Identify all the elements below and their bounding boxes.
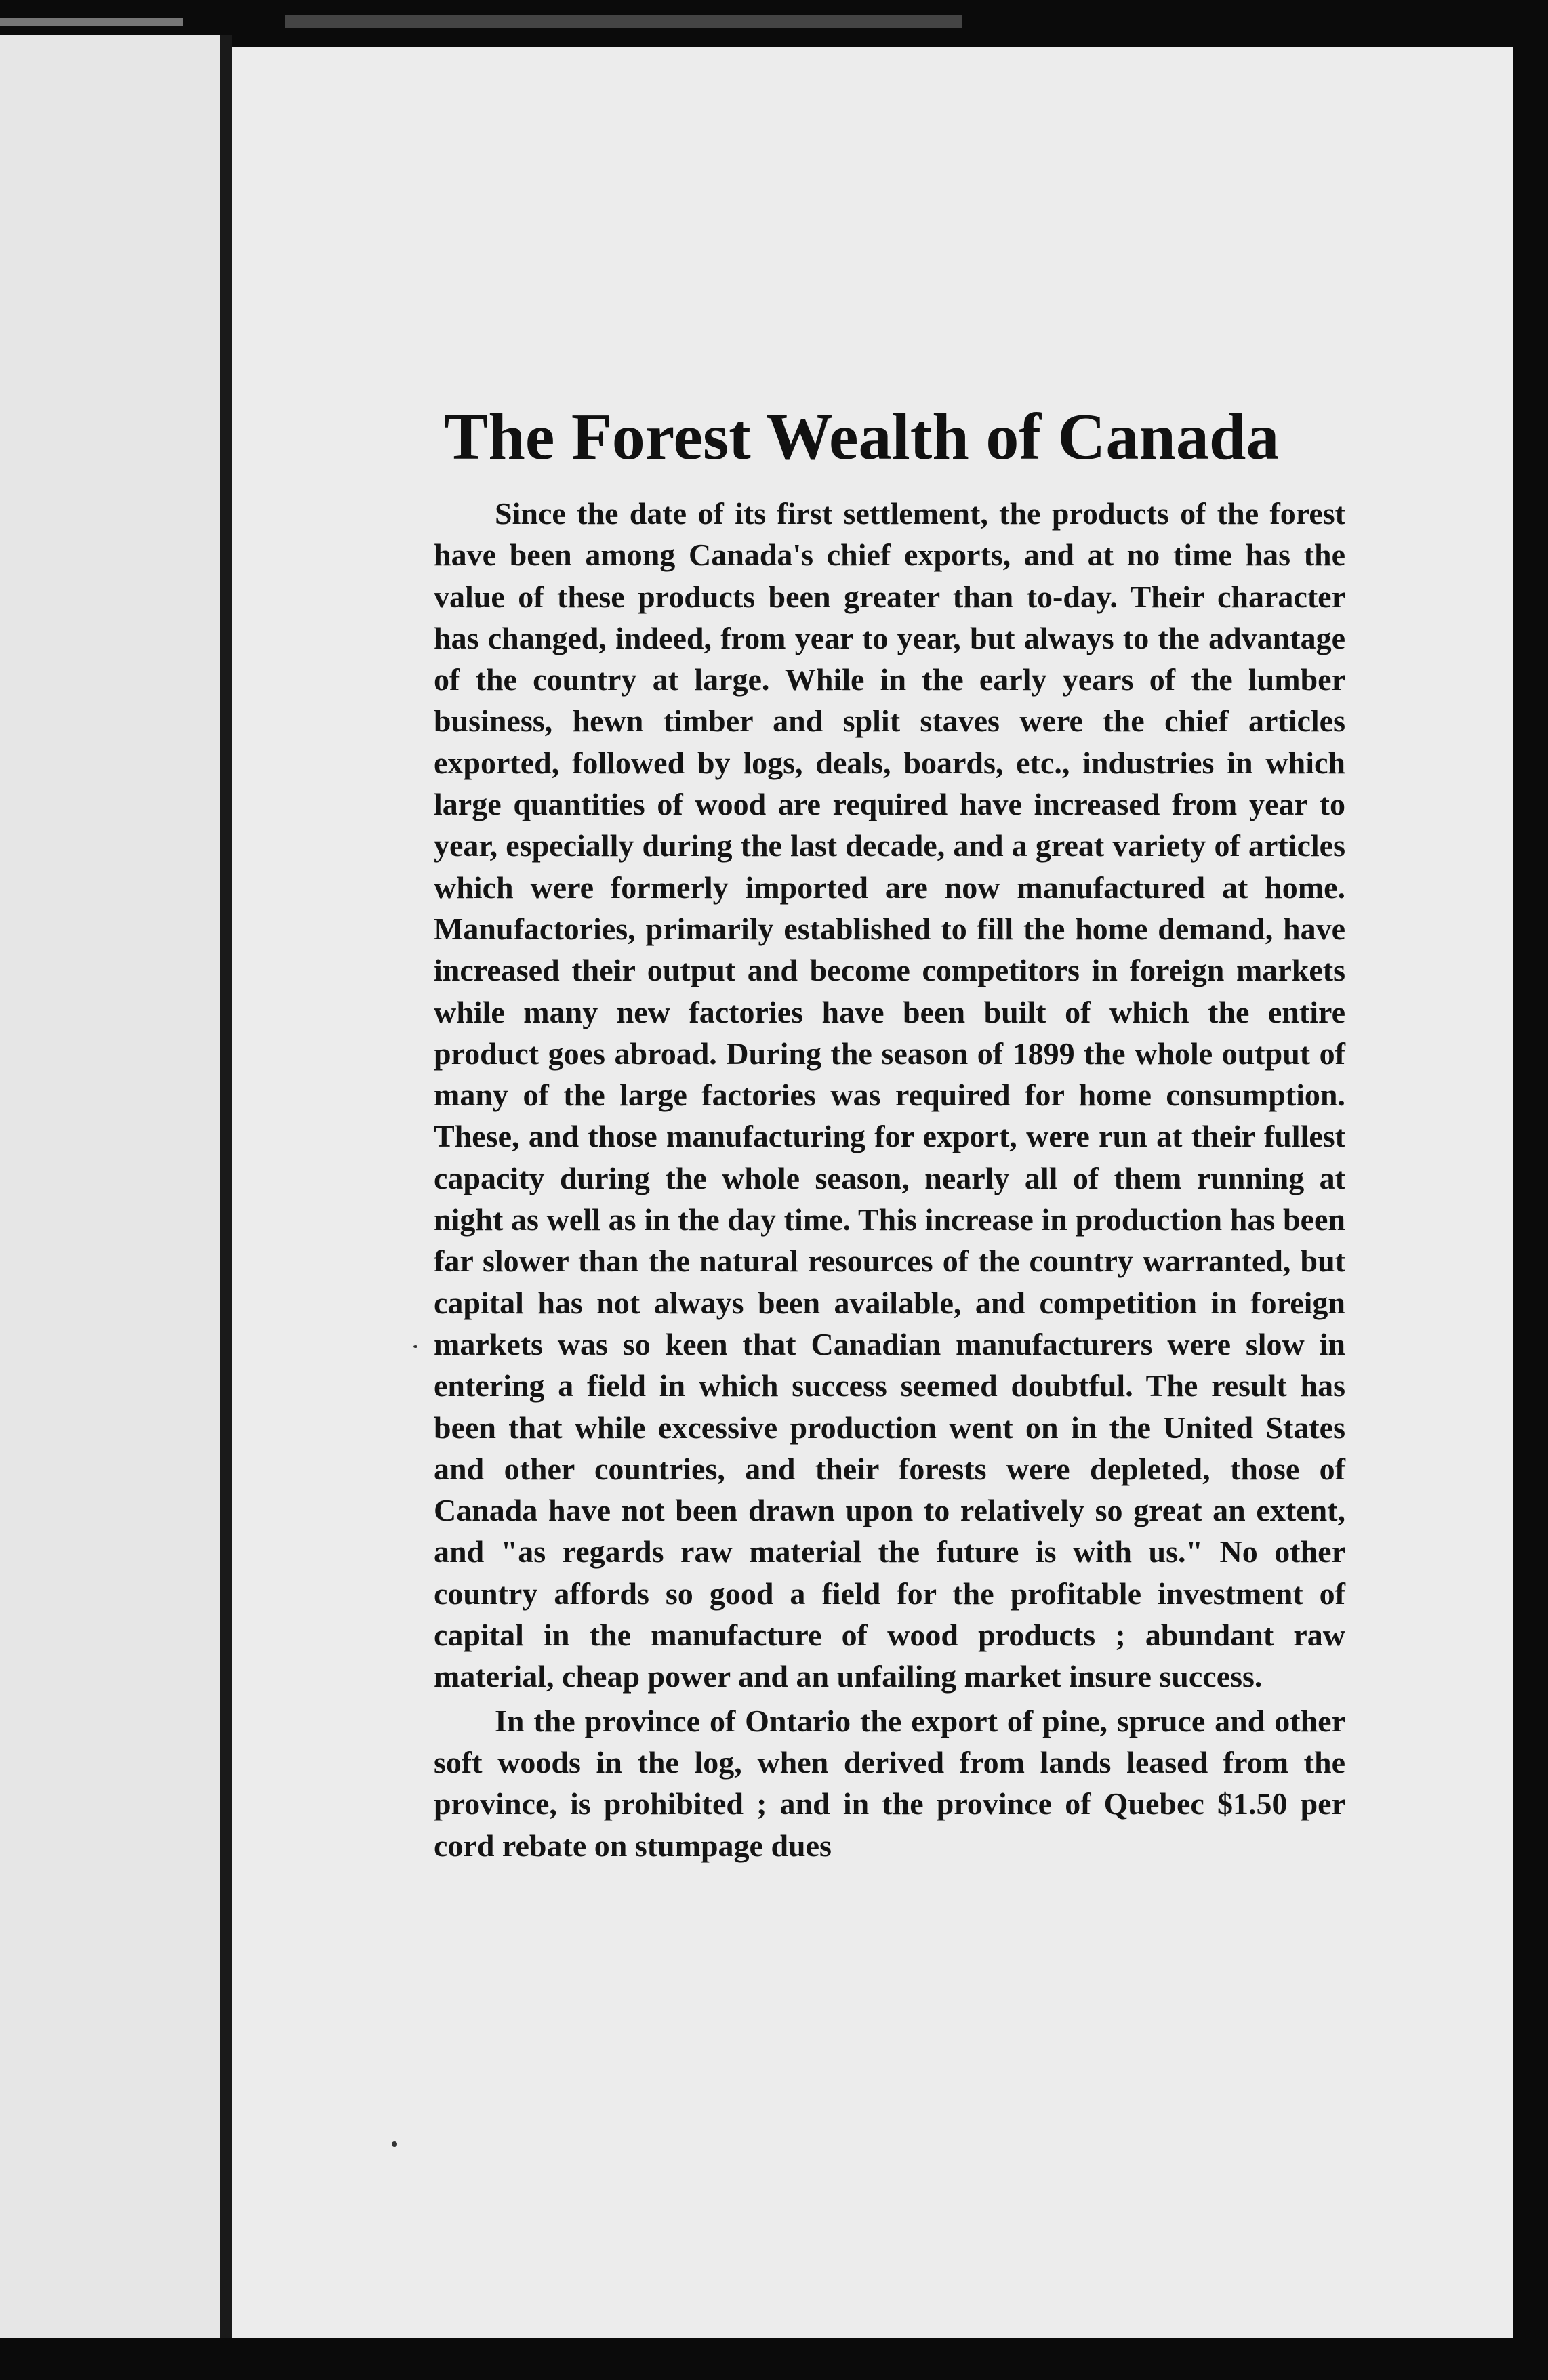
top-edge-highlight	[0, 18, 183, 26]
bottom-edge	[0, 2338, 1548, 2380]
article-paragraph-2: In the province of Ontario the export of pine, spruce and other soft woods in the log, when derived from lands leased from the province, is prohibited ; and in the province of Quebec $1.50 per cord rebate on stumpage dues	[434, 1703, 1345, 1863]
right-edge	[1513, 35, 1548, 2338]
article	[434, 396, 1345, 1866]
scan-speck	[413, 1345, 417, 1348]
article-paragraph-1: Since the date of its first settlement, the products of the forest have been among Canada's chief exports, and at no time has the value of these products been greater than to-day. Their character has changed, indeed, from year to year, but always to the advantage of the country at large. While in the early years of the lumber business, hewn timber and split staves were the chief articles exported, followed by logs, deals, boards, etc., industries in which large quantities of wood are required have increased from year to year, especially during the last decade, and a great variety of articles which were formerly imported are now manufactured at home. Manufactories, primarily established to fill the home demand, have increased their output and become competitors in foreign markets while many new factories have been built of which the entire product goes abroad. During the season of 1899 the whole output of many of the large factories was required for home consumption. These, and those manufacturing for export, were run at their fullest capacity during the whole season, nearly all of them running at night as well as in the day time. This increase in production has been far slower than the natural resources of the country warranted, but capital has not always been available, and competition in foreign markets was so keen that Canadian manufacturers were slow in entering a field in which success seemed doubtful. The result has been that while excessive production went on in the United States and other countries, and their forests were depleted, those of Canada have not been drawn upon to relatively so great an extent, and "as regards raw material the future is with us." No other country affords so good a field for the profitable investment of capital in the manufacture of wood products ; abundant raw material, cheap power and an unfailing market insure success.	[434, 496, 1345, 1694]
top-edge-stripe	[285, 15, 962, 28]
article-title: The Forest Wealth of Canada	[444, 401, 1280, 474]
scan-speck	[392, 2141, 397, 2147]
book-gutter	[220, 35, 232, 2338]
left-facing-page	[0, 35, 220, 2338]
